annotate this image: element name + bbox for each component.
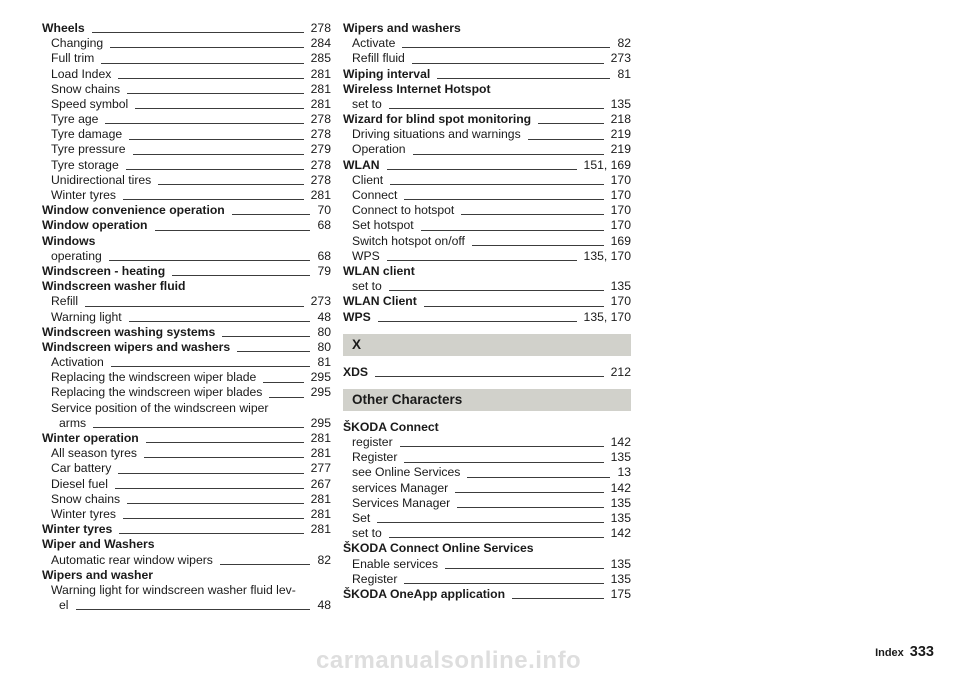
page-ref: 135 [610,511,631,526]
leader-line [115,488,304,489]
page-ref: 82 [317,552,331,567]
index-term-text: Wireless Internet Hotspot [343,81,491,96]
index-term [42,431,331,446]
leader-line [378,321,577,322]
sub-entry-text: Warning light for windscreen washer fluid lev- [51,582,296,597]
leader-line [85,306,304,307]
page-ref: 295 [310,415,331,430]
sub-entry [343,511,631,526]
page-ref: 278 [310,157,331,172]
leader-line [467,477,610,478]
sub-entry-text: Services Manager [352,495,451,510]
index-entry [42,431,331,522]
sub-entry-text: Tyre storage [51,157,119,172]
sub-entry-text: services Manager [352,480,449,495]
index-entry [343,158,631,264]
index-term-text: Wheels [42,20,85,35]
leader-line [144,457,304,458]
leader-line [237,351,310,352]
sub-entry-text: All season tyres [51,446,138,461]
leader-line [92,32,304,33]
page-ref: 295 [310,385,331,400]
page-ref: 68 [317,248,331,263]
index-term-text: ŠKODA OneApp application [343,586,506,601]
index-entry [42,537,331,567]
page-ref: 142 [610,526,631,541]
index-term [343,112,631,127]
sub-entry [42,112,331,127]
sub-entry [343,173,631,188]
leader-line [390,184,603,185]
sub-entry-text: Tyre age [51,112,99,127]
leader-line [437,78,610,79]
index-entry [343,310,631,325]
leader-line [424,306,604,307]
page-ref: 273 [310,294,331,309]
leader-line [461,214,603,215]
sub-entry-text: Diesel fuel [51,476,108,491]
page-ref: 281 [310,522,331,537]
index-term-text: Wiper and Washers [42,537,155,552]
sub-entry [343,481,631,496]
leader-line [146,442,304,443]
page-ref: 68 [317,218,331,233]
leader-line [404,462,603,463]
index-column-right [343,21,631,602]
index-term-text: WLAN client [343,263,415,278]
index-entry [42,203,331,218]
page-ref: 80 [317,324,331,339]
index-term [343,264,631,279]
page-ref: 135 [610,279,631,294]
sub-entry [42,355,331,370]
index-entry [343,365,631,380]
leader-line [105,123,303,124]
sub-entry-text: set to [352,96,382,111]
leader-line [158,184,303,185]
sub-entry-text: Client [352,172,384,187]
index-term-text: Windows [42,233,96,248]
index-term [42,264,331,279]
index-term-text: ŠKODA Connect [343,419,439,434]
page-ref: 170 [610,172,631,187]
sub-entry-continuation [42,598,331,613]
index-term-text: Windscreen washing systems [42,324,216,339]
leader-line [472,245,604,246]
sub-entry-text: Warning light [51,309,122,324]
sub-entry [42,461,331,476]
sub-entry-text: Set [352,511,371,526]
index-term-text: WLAN Client [343,294,417,309]
sub-entry-text: Speed symbol [51,96,129,111]
leader-line [126,169,304,170]
index-entry [42,218,331,233]
leader-line [413,154,604,155]
leader-line [118,78,303,79]
index-term-text: Windscreen wipers and washers [42,339,231,354]
sub-entry-text: Load Index [51,66,112,81]
page-ref: 151, 169 [583,157,631,172]
index-term-text: Wizard for blind spot monitoring [343,112,532,127]
leader-line [421,230,604,231]
page-ref: 281 [310,188,331,203]
index-entry [343,21,631,67]
index-term [42,522,331,537]
leader-line [129,139,304,140]
section-heading: Other Characters [343,389,631,411]
page-ref: 175 [610,586,631,601]
leader-line [155,230,311,231]
index-term-text: Window convenience operation [42,203,225,218]
sub-entry-text: set to [352,526,382,541]
index-term [42,568,331,583]
leader-line [133,154,304,155]
sub-entry [42,583,331,598]
sub-entry-text: Replacing the windscreen wiper blade [51,370,257,385]
sub-entry [42,386,331,401]
sub-entry [343,557,631,572]
sub-entry-text: Unidirectional tires [51,172,152,187]
leader-line [93,427,304,428]
sub-entry-text: Replacing the windscreen wiper blades [51,385,263,400]
index-term [343,294,631,309]
sub-entry-text: Tyre damage [51,127,123,142]
leader-line [111,366,311,367]
index-column-left [42,21,331,613]
leader-line [101,63,303,64]
index-entry [42,568,331,614]
leader-line [135,108,303,109]
index-term [343,420,631,435]
leader-line [123,518,304,519]
leader-line [220,564,311,565]
index-term-text: ŠKODA Connect Online Services [343,541,534,556]
leader-line [538,123,604,124]
sub-entry-text: Winter tyres [51,506,117,521]
leader-line [412,63,604,64]
index-term-text: Wipers and washers [343,20,461,35]
page-ref: 79 [317,263,331,278]
page-ref: 135, 170 [583,309,631,324]
index-term-text: XDS [343,364,369,379]
sub-entry [343,279,631,294]
index-term [343,587,631,602]
leader-line [375,376,604,377]
index-term [42,21,331,36]
page-ref: 218 [610,112,631,127]
index-term [343,21,631,36]
sub-entry [42,173,331,188]
sub-entry [42,127,331,142]
index-entry [343,541,631,587]
index-term [343,67,631,82]
page-ref: 135, 170 [583,248,631,263]
index-term-text: Winter tyres [42,522,113,537]
page-ref: 219 [610,142,631,157]
sub-entry [42,294,331,309]
page-ref: 135 [610,571,631,586]
page-footer [875,644,934,660]
page-ref: 278 [310,112,331,127]
page-ref: 48 [317,309,331,324]
page-ref: 135 [610,96,631,111]
page-ref: 142 [610,480,631,495]
sub-entry [343,249,631,264]
sub-entry-text: see Online Services [352,465,461,480]
page-ref: 273 [610,51,631,66]
page-ref: 281 [310,506,331,521]
sub-entry [343,127,631,142]
index-entry [42,234,331,264]
sub-entry [343,51,631,66]
index-term [343,310,631,325]
sub-entry-text: Enable services [352,556,439,571]
sub-entry-text: Driving situations and warnings [352,127,521,142]
sub-entry [343,466,631,481]
page-ref: 169 [610,233,631,248]
page-ref: 81 [617,66,631,81]
sub-entry-text: Activate [352,36,396,51]
sub-entry-text: Operation [352,142,406,157]
sub-entry-text: Refill [51,294,79,309]
leader-line [387,260,577,261]
index-term [343,158,631,173]
sub-entry-text: Register [352,450,398,465]
sub-entry [343,234,631,249]
footer-section-label: Index [875,647,904,659]
page-ref: 80 [317,339,331,354]
sub-entry-text: Tyre pressure [51,142,126,157]
page-ref: 212 [610,364,631,379]
page-ref: 170 [610,203,631,218]
sub-entry [42,507,331,522]
page-ref: 142 [610,435,631,450]
index-entry [42,21,331,203]
index-term [42,218,331,233]
page-ref: 284 [310,36,331,51]
index-entry [42,325,331,340]
page-ref: 170 [610,294,631,309]
sub-entry-text: operating [51,248,102,263]
index-term-text: Windscreen washer fluid [42,279,186,294]
leader-line [457,507,603,508]
sub-entry [343,143,631,158]
watermark: carmanualsonline.info [316,647,582,674]
sub-entry [42,446,331,461]
sub-entry [42,158,331,173]
sub-entry [42,553,331,568]
index-term-text: Wiping interval [343,66,431,81]
index-entry [42,279,331,325]
sub-entry [42,401,331,416]
index-term [42,340,331,355]
page-ref: 281 [310,491,331,506]
leader-line [118,473,303,474]
index-term [42,279,331,294]
leader-line [445,568,604,569]
sub-entry [42,249,331,264]
page-ref: 70 [317,203,331,218]
sub-entry [42,67,331,82]
index-entry [42,264,331,279]
sub-entry [42,477,331,492]
sub-entry [343,218,631,233]
index-entry [343,294,631,309]
sub-entry [42,188,331,203]
index-term-text: Windscreen - heating [42,263,166,278]
leader-line [76,609,311,610]
sub-entry [42,310,331,325]
page-number: 333 [909,644,934,660]
page-ref: 82 [617,36,631,51]
index-entry [42,522,331,537]
sub-entry-text: Snow chains [51,491,121,506]
page-ref: 135 [610,495,631,510]
page-ref: 219 [610,127,631,142]
leader-line [400,446,604,447]
page-ref: 281 [310,431,331,446]
sub-entry-text: Activation [51,355,104,370]
leader-line [512,598,604,599]
sub-entry [42,370,331,385]
sub-entry-text: Winter tyres [51,188,117,203]
sub-entry-text: Connect [352,188,398,203]
leader-line [528,139,604,140]
leader-line [455,492,603,493]
page-ref: 281 [310,81,331,96]
page-ref: 281 [310,446,331,461]
leader-line [387,169,577,170]
page-ref: 135 [610,450,631,465]
leader-line [127,503,304,504]
sub-entry-text: Automatic rear window wipers [51,552,213,567]
sub-entry-text: Switch hotspot on/off [352,233,465,248]
sub-entry [42,36,331,51]
index-term [42,234,331,249]
leader-line [109,260,311,261]
sub-entry-text: Changing [51,36,104,51]
page-ref: 135 [610,556,631,571]
index-term [343,541,631,556]
page-ref: 81 [317,355,331,370]
sub-entry [343,97,631,112]
index-entry [343,67,631,82]
leader-line [404,199,603,200]
sub-entry [42,97,331,112]
sub-entry [343,435,631,450]
index-entry [343,420,631,542]
page-ref: 295 [310,370,331,385]
sub-entry-text: Car battery [51,461,112,476]
sub-entry-continuation-text: arms [59,415,87,430]
sub-entry-continuation-text: el [59,598,69,613]
sub-entry-text: WPS [352,248,380,263]
page-ref: 170 [610,218,631,233]
sub-entry-continuation [42,416,331,431]
index-term-text: WLAN [343,157,380,172]
leader-line [269,397,303,398]
sub-entry [343,203,631,218]
leader-line [232,214,311,215]
sub-entry [42,82,331,97]
index-term [42,325,331,340]
index-term [343,82,631,97]
leader-line [404,583,603,584]
index-entry [343,112,631,158]
leader-line [389,290,604,291]
page-ref: 48 [317,598,331,613]
index-term-text: WPS [343,309,371,324]
leader-line [377,522,603,523]
page-ref: 279 [310,142,331,157]
page-ref: 13 [617,465,631,480]
leader-line [172,275,310,276]
page-ref: 267 [310,476,331,491]
page-ref: 281 [310,66,331,81]
sub-entry [343,572,631,587]
page-ref: 278 [310,127,331,142]
leader-line [110,47,303,48]
sub-entry [42,51,331,66]
sub-entry [343,36,631,51]
sub-entry-text: Service position of the windscreen wiper [51,400,269,415]
section-heading: X [343,334,631,356]
sub-entry-text: Refill fluid [352,51,405,66]
leader-line [129,321,311,322]
page-ref: 170 [610,188,631,203]
sub-entry [343,526,631,541]
leader-line [389,537,604,538]
index-term [42,537,331,552]
sub-entry-text: Register [352,571,398,586]
sub-entry [343,188,631,203]
index-term-text: Wipers and washer [42,567,153,582]
sub-entry-text: Connect to hotspot [352,203,455,218]
index-entry [343,587,631,602]
index-term [343,365,631,380]
sub-entry-text: Full trim [51,51,95,66]
leader-line [222,336,310,337]
sub-entry-text: set to [352,279,382,294]
page-ref: 277 [310,461,331,476]
leader-line [263,382,303,383]
page-ref: 278 [310,172,331,187]
index-term-text: Window operation [42,218,148,233]
leader-line [123,199,304,200]
sub-entry-text: Snow chains [51,81,121,96]
leader-line [119,533,303,534]
index-term-text: Winter operation [42,431,139,446]
page-ref: 285 [310,51,331,66]
page-ref: 281 [310,96,331,111]
index-entry [42,340,331,431]
sub-entry [42,143,331,158]
sub-entry [42,492,331,507]
leader-line [127,93,304,94]
sub-entry-text: register [352,435,393,450]
index-term [42,203,331,218]
index-entry [343,264,631,294]
index-entry [343,82,631,112]
sub-entry [343,496,631,511]
page-ref: 278 [310,20,331,35]
sub-entry [343,450,631,465]
leader-line [389,108,604,109]
sub-entry-text: Set hotspot [352,218,414,233]
leader-line [402,47,610,48]
